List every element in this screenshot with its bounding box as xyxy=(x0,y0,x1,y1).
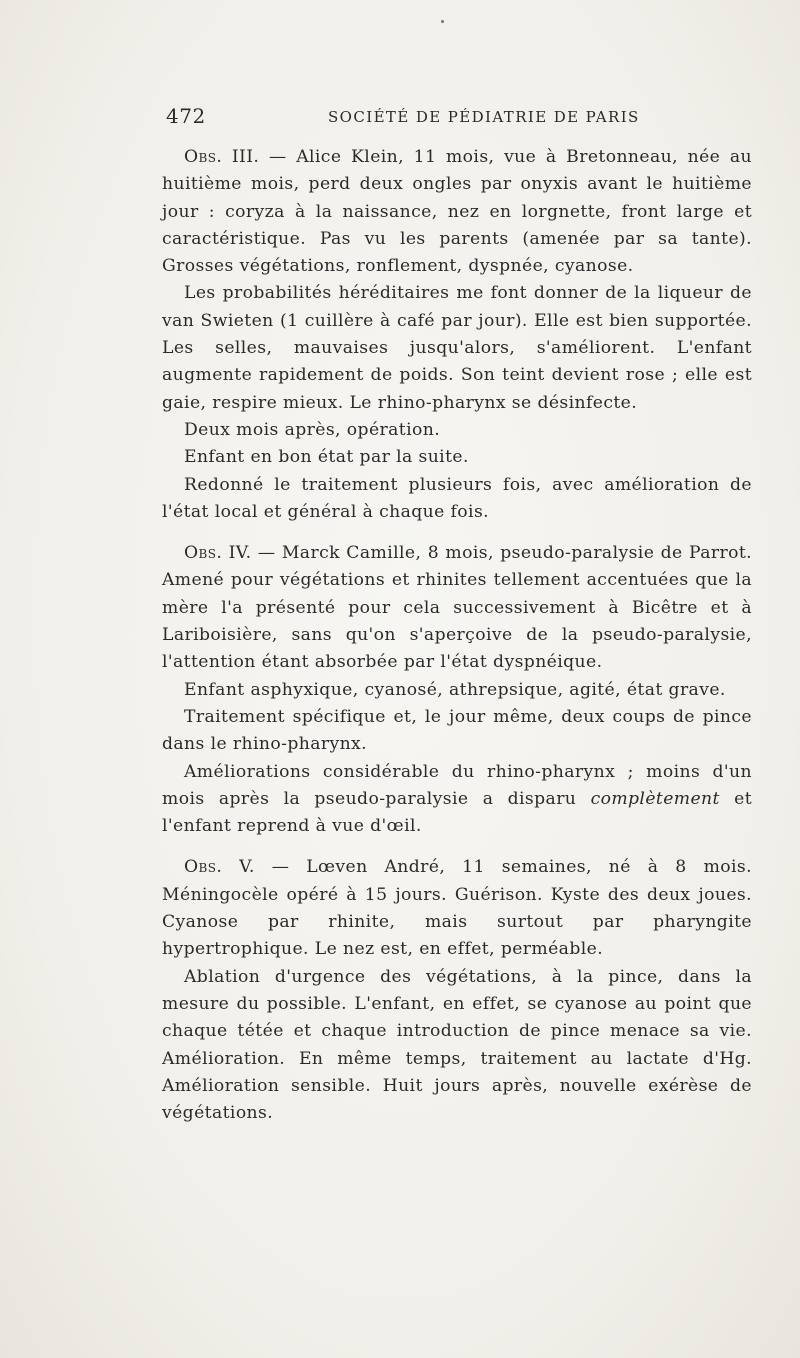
body-text xyxy=(162,144,752,1127)
running-title: SOCIÉTÉ DE PÉDIATRIE DE PARIS xyxy=(328,108,640,126)
obs5-intro-text: — Lœven André, 11 semaines, né à 8 mois. Méningocèle opéré à 15 jours. Guérison. Kyste des deux joues. Cyanose par rhinite, mais surtout par pharyngite hypertrophique. Le nez est, en effet, perméable. xyxy=(162,857,752,960)
obs5-paragraph-1 xyxy=(162,854,752,963)
obs3-label: Obs. III. xyxy=(184,147,260,167)
page-header xyxy=(166,104,750,132)
paper-speck xyxy=(441,20,444,23)
obs4-p4-text-after: et l'enfant reprend à vue d'œil. xyxy=(162,788,752,837)
obs3-paragraph-1 xyxy=(162,144,752,280)
obs4-intro-text: — Marck Camille, 8 mois, pseudo-paralysie de Parrot. Amené pour végétations et rhinites tellement accentuées que la mère l'a présenté pour cela successivement à Bicêtre et à Lariboisière, sans qu'on s'aperçoive de la pseudo-paralysie, l'attention étant absorbée par l'état dyspnéique. xyxy=(162,543,753,673)
obs3-intro-text: — Alice Klein, 11 mois, vue à Bretonneau, née au huitième mois, perd deux ongles par onyxis avant le huitième jour : coryza à la naissance, nez en lorgnette, front large et caractéristique. Pas vu les parents (amenée par sa tante). Grosses végétations, ronflement, dyspnée, cyanose. xyxy=(162,147,752,277)
obs4-paragraph-2: Enfant asphyxique, cyanosé, athrepsique, agité, état grave. xyxy=(184,679,726,700)
obs3-paragraph-5: Redonné le traitement plusieurs fois, avec amélioration de l'état local et général à chaque fois. xyxy=(162,474,752,522)
obs4-label: Obs. IV. xyxy=(184,543,252,564)
obs5-paragraph-2: Ablation d'urgence des végétations, à la pince, dans la mesure du possible. L'enfant, en effet, se cyanose au point que chaque tétée et chaque introduction de pince menace sa vie. Amélioration. En même temps, traitement au lactate d'Hg. Amélioration sensible. Huit jours après, nouvelle exérèse de végétations. xyxy=(162,966,752,1124)
obs4-paragraph-1 xyxy=(162,540,752,676)
obs4-paragraph-3: Traitement spécifique et, le jour même, deux coups de pince dans le rhino-pharynx. xyxy=(162,706,752,755)
obs4-paragraph-4 xyxy=(162,759,752,841)
obs4-p4-text-before: Améliorations considérable du rhino-pharynx ; moins d'un mois après la pseudo-paralysie a disparu xyxy=(162,761,752,809)
obs3-paragraph-3: Deux mois après, opération. xyxy=(184,419,441,440)
obs5-label: Obs. V. xyxy=(184,857,255,878)
page-number: 472 xyxy=(166,104,206,128)
obs3-paragraph-4: Enfant en bon état par la suite. xyxy=(184,447,469,468)
obs3-paragraph-2: Les probabilités héréditaires me font donner de la liqueur de van Swieten (1 cuillère à café par jour). Elle est bien supportée. Les selles, mauvaises jusqu'alors, s'améliorent. L'enfant augmente rapidement de poids. Son teint devient rose ; elle est gaie, respire mieux. Le rhino-pharynx se désinfecte. xyxy=(162,283,752,413)
obs4-p4-italic: complètement xyxy=(590,788,720,809)
